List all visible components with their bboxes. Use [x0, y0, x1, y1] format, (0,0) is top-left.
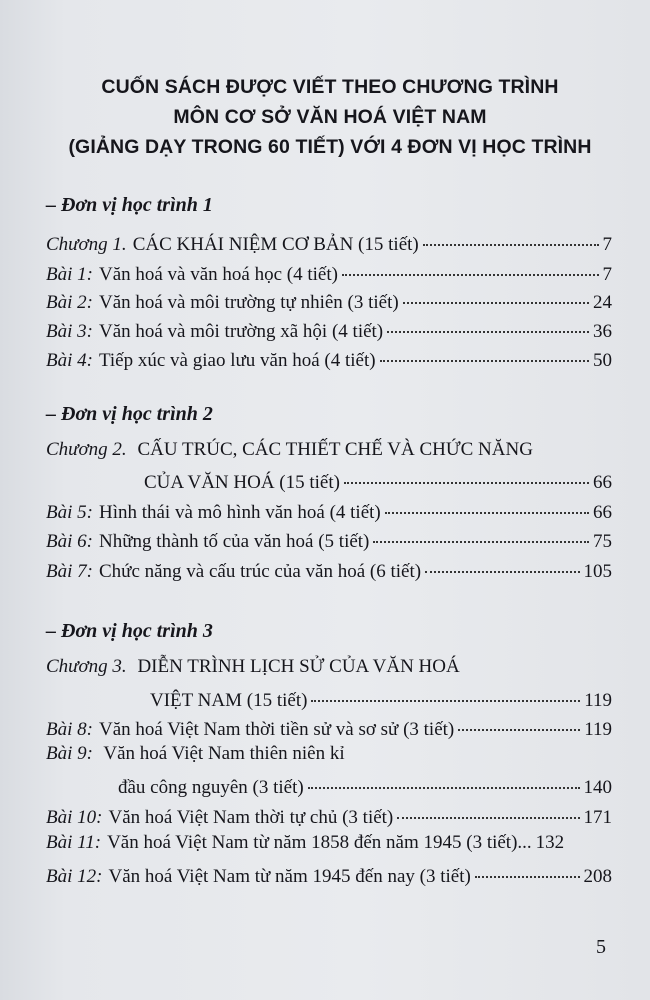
leader-dots — [458, 710, 580, 731]
entry-title: Văn hoá Việt Nam từ năm 1858 đến năm 1945 (3 tiết)... — [107, 832, 532, 853]
entry-label: Bài 9: — [46, 743, 93, 764]
leader-dots — [311, 681, 580, 702]
leader-dots — [403, 283, 589, 304]
toc-entry-chapter-1[interactable] — [46, 229, 612, 256]
entry-page: 24 — [593, 292, 612, 313]
entry-title: VIỆT NAM (15 tiết) — [150, 690, 308, 711]
entry-title: Chức năng và cấu trúc của văn hoá (6 tiết) — [98, 561, 422, 582]
toc-chapter-2-line-1[interactable] — [46, 439, 533, 461]
leader-dots — [308, 768, 580, 789]
entry-title: Văn hoá và môi trường xã hội (4 tiết) — [98, 321, 384, 342]
entry-label: Bài 5: — [46, 502, 93, 523]
toc-entry-bai-2[interactable] — [46, 287, 612, 314]
entry-title: CỦA VĂN HOÁ (15 tiết) — [144, 472, 340, 493]
toc-entry-bai-4[interactable] — [46, 345, 612, 372]
entry-title: Văn hoá Việt Nam từ năm 1945 đến nay (3 tiết) — [108, 866, 471, 887]
entry-title: Tiếp xúc và giao lưu văn hoá (4 tiết) — [98, 350, 376, 371]
entry-label: Bài 6: — [46, 531, 93, 552]
toc-entry-bai-7[interactable] — [46, 556, 612, 583]
leader-dots — [385, 493, 589, 514]
entry-title: Những thành tố của văn hoá (5 tiết) — [98, 531, 370, 552]
entry-page: 66 — [593, 472, 612, 493]
leader-dots — [380, 341, 589, 362]
toc-entry-bai-6[interactable] — [46, 526, 612, 553]
entry-page: 50 — [593, 350, 612, 371]
entry-label: Chương 1. — [46, 234, 127, 255]
unit-2-heading: – Đơn vị học trình 2 — [46, 403, 213, 425]
entry-page: 140 — [583, 777, 612, 798]
entry-title: Văn hoá và văn hoá học (4 tiết) — [98, 264, 338, 285]
entry-page: 132 — [535, 832, 565, 853]
toc-entry-bai-12[interactable] — [46, 861, 612, 888]
entry-page: 36 — [593, 321, 612, 342]
toc-entry-bai-8[interactable] — [46, 714, 612, 741]
leader-dots — [475, 857, 580, 878]
entry-page: 7 — [602, 264, 612, 285]
toc-entry-bai-1[interactable] — [46, 259, 612, 286]
entry-page: 119 — [584, 690, 612, 711]
leader-dots — [423, 225, 599, 246]
entry-page: 171 — [583, 807, 612, 828]
entry-page: 75 — [593, 531, 612, 552]
header-line-1: CUỐN SÁCH ĐƯỢC VIẾT THEO CHƯƠNG TRÌNH — [101, 76, 559, 98]
entry-label: Chương 2. — [46, 439, 127, 460]
toc-chapter-2-line-2[interactable] — [144, 467, 612, 494]
leader-dots — [373, 522, 589, 543]
entry-page: 66 — [593, 502, 612, 523]
entry-title: Hình thái và mô hình văn hoá (4 tiết) — [98, 502, 381, 523]
entry-page: 208 — [583, 866, 612, 887]
toc-chapter-3-line-1[interactable] — [46, 656, 460, 678]
leader-dots — [342, 255, 599, 276]
toc-entry-bai-5[interactable] — [46, 497, 612, 524]
toc-bai-9-line-1[interactable] — [46, 743, 345, 765]
entry-title: Văn hoá Việt Nam thời tự chủ (3 tiết) — [108, 807, 394, 828]
entry-label: Bài 1: — [46, 264, 93, 285]
entry-title: Văn hoá và môi trường tự nhiên (3 tiết) — [98, 292, 399, 313]
leader-dots — [344, 463, 589, 484]
entry-label: Bài 11: — [46, 832, 102, 853]
entry-title: DIỄN TRÌNH LỊCH SỬ CỦA VĂN HOÁ — [137, 656, 460, 677]
entry-title: Văn hoá Việt Nam thiên niên kỉ — [103, 743, 345, 764]
entry-label: Bài 7: — [46, 561, 93, 582]
entry-label: Bài 2: — [46, 292, 93, 313]
entry-label: Bài 3: — [46, 321, 93, 342]
unit-3-heading: – Đơn vị học trình 3 — [46, 620, 213, 642]
entry-label: Bài 10: — [46, 807, 103, 828]
toc-chapter-3-line-2[interactable] — [150, 685, 612, 712]
toc-entry-bai-3[interactable] — [46, 316, 612, 343]
entry-label: Bài 8: — [46, 719, 93, 740]
entry-label: Bài 4: — [46, 350, 93, 371]
page-number: 5 — [596, 936, 606, 958]
leader-dots — [387, 312, 589, 333]
header-line-2: MÔN CƠ SỞ VĂN HOÁ VIỆT NAM — [173, 106, 487, 128]
unit-1-heading: – Đơn vị học trình 1 — [46, 194, 213, 216]
toc-bai-9-line-2[interactable] — [118, 772, 612, 799]
entry-page: 7 — [602, 234, 612, 255]
entry-page: 119 — [584, 719, 612, 740]
entry-title: Văn hoá Việt Nam thời tiền sử và sơ sử (3 tiết) — [98, 719, 455, 740]
toc-entry-bai-11[interactable] — [46, 832, 612, 854]
entry-label: Chương 3. — [46, 656, 127, 677]
leader-dots — [397, 798, 579, 819]
entry-title: CẤU TRÚC, CÁC THIẾT CHẾ VÀ CHỨC NĂNG — [137, 439, 533, 460]
entry-title: CÁC KHÁI NIỆM CƠ BẢN (15 tiết) — [132, 234, 419, 255]
header-line-3: (GIẢNG DẠY TRONG 60 TIẾT) VỚI 4 ĐƠN VỊ HỌC TRÌNH — [68, 136, 592, 158]
toc-entry-bai-10[interactable] — [46, 802, 612, 829]
leader-dots — [425, 552, 579, 573]
entry-label: Bài 12: — [46, 866, 103, 887]
entry-title: đầu công nguyên (3 tiết) — [118, 777, 304, 798]
entry-page: 105 — [583, 561, 612, 582]
